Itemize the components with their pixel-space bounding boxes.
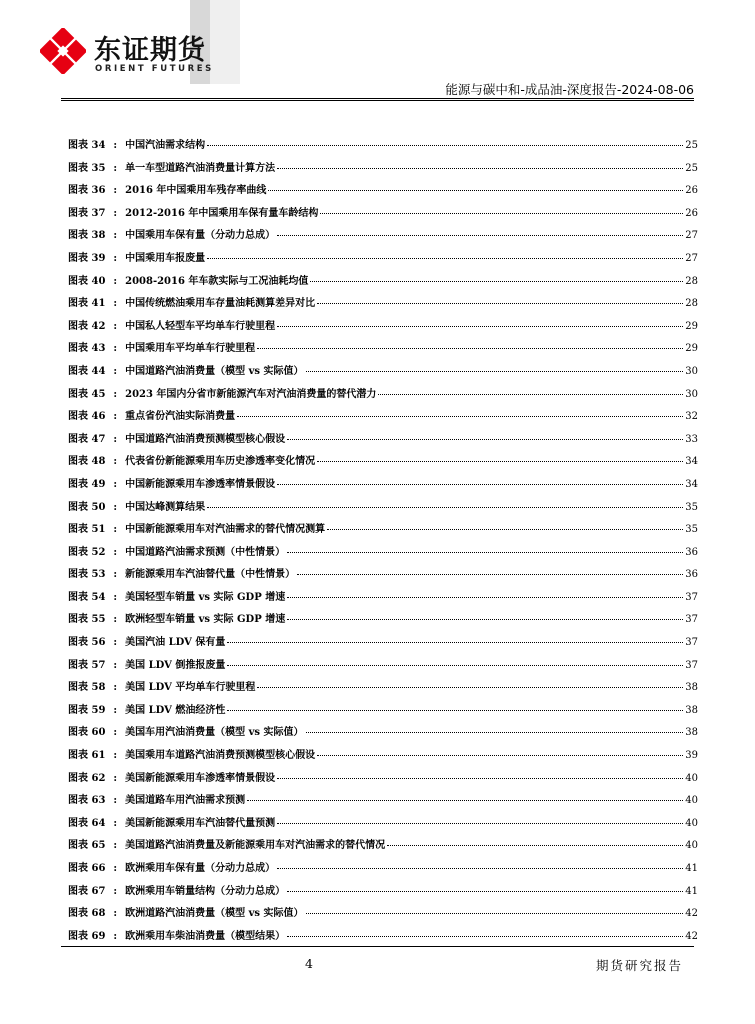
toc-entry-page: 38 <box>685 682 698 694</box>
toc-entry-separator: : <box>113 230 118 242</box>
toc-entry-leader <box>297 574 683 575</box>
toc-entry[interactable] <box>68 204 698 227</box>
toc-entry-page: 28 <box>685 275 698 287</box>
toc-entry-title: 美国汽油 LDV 保有量 <box>125 637 226 649</box>
toc-entry-label: 图表 57 <box>68 659 106 671</box>
toc-entry-leader <box>287 439 683 440</box>
toc-entry-leader <box>257 687 683 688</box>
toc-entry-page: 38 <box>685 704 698 716</box>
toc-entry-label: 图表 55 <box>68 614 106 626</box>
toc-entry-separator: : <box>113 772 118 784</box>
toc-entry-title: 欧洲乘用车销量结构（分动力总成） <box>125 885 286 897</box>
toc-entry-separator: : <box>113 320 118 332</box>
toc-entry[interactable] <box>68 430 698 453</box>
toc-entry-title: 中国道路汽油需求预测（中性情景） <box>125 546 286 558</box>
toc-entry-title: 2023 年国内分省市新能源汽车对汽油消费量的替代潜力 <box>125 388 377 400</box>
toc-entry[interactable] <box>68 904 698 927</box>
toc-entry-separator: : <box>113 411 118 423</box>
toc-entry[interactable] <box>68 656 698 679</box>
toc-entry-title: 中国乘用车保有量（分动力总成） <box>125 230 276 242</box>
toc-entry-leader <box>287 891 683 892</box>
toc-entry-page: 37 <box>685 659 698 671</box>
toc-entry[interactable] <box>68 498 698 521</box>
toc-entry[interactable] <box>68 294 698 317</box>
toc-entry[interactable] <box>68 543 698 566</box>
toc-entry-page: 30 <box>685 365 698 377</box>
toc-entry-page: 42 <box>685 908 698 920</box>
toc-entry-page: 41 <box>685 863 698 874</box>
toc-entry-page: 27 <box>685 230 698 242</box>
toc-entry[interactable] <box>68 565 698 588</box>
toc-entry[interactable] <box>68 159 698 182</box>
toc-entry-title: 单一车型道路汽油消费量计算方法 <box>125 162 276 174</box>
toc-entry-page: 26 <box>685 185 698 197</box>
company-logo <box>40 24 220 80</box>
toc-entry-title: 中国新能源乘用车对汽油需求的替代情况测算 <box>125 524 326 536</box>
toc-entry-leader <box>287 619 683 620</box>
toc-entry-page: 29 <box>685 320 698 332</box>
toc-entry-leader <box>287 552 683 553</box>
toc-entry-title: 中国乘用车平均单车行驶里程 <box>125 343 256 355</box>
toc-entry-leader <box>277 778 683 779</box>
toc-entry-leader <box>317 461 683 462</box>
toc-entry-leader <box>207 258 683 259</box>
toc-entry-label: 图表 42 <box>68 320 106 332</box>
toc-entry-leader <box>306 913 684 914</box>
toc-entry-title: 中国乘用车报废量 <box>125 252 206 264</box>
toc-entry-label: 图表 58 <box>68 682 106 694</box>
toc-entry[interactable] <box>68 859 698 882</box>
toc-entry-page: 34 <box>685 456 698 468</box>
toc-entry-leader <box>227 710 683 711</box>
toc-entry-leader <box>277 326 683 327</box>
toc-entry-label: 图表 34 <box>68 140 106 151</box>
footer-report-label: 期货研究报告 <box>595 958 683 973</box>
toc-entry-page: 25 <box>685 140 698 151</box>
toc-entry[interactable] <box>68 588 698 611</box>
toc-entry[interactable] <box>68 701 698 724</box>
toc-entry-label: 图表 43 <box>68 343 106 355</box>
toc-entry-separator: : <box>113 704 118 716</box>
toc-entry-separator: : <box>113 433 118 445</box>
toc-entry-separator: : <box>113 140 118 151</box>
toc-entry-separator: : <box>113 162 118 174</box>
toc-entry-label: 图表 59 <box>68 704 106 716</box>
toc-entry-title: 中国道路汽油消费量（模型 vs 实际值） <box>125 365 304 377</box>
toc-entry[interactable] <box>68 317 698 340</box>
toc-entry-page: 29 <box>685 343 698 355</box>
report-header-title: 能源与碳中和-成品油-深度报告-2024-08-06 <box>445 82 694 97</box>
toc-entry-page: 40 <box>685 772 698 784</box>
toc-entry-label: 图表 38 <box>68 230 106 242</box>
toc-entry-label: 图表 53 <box>68 569 106 581</box>
toc-entry-separator: : <box>113 817 118 829</box>
toc-entry[interactable] <box>68 136 698 159</box>
toc-entry[interactable] <box>68 836 698 859</box>
toc-entry-separator: : <box>113 863 118 874</box>
toc-entry-label: 图表 44 <box>68 365 106 377</box>
toc-entry[interactable] <box>68 814 698 837</box>
toc-entry-title: 中国道路汽油消费预测模型核心假设 <box>125 433 286 445</box>
toc-entry-separator: : <box>113 591 118 603</box>
toc-entry-label: 图表 39 <box>68 252 106 264</box>
toc-entry-leader <box>257 348 683 349</box>
toc-entry-page: 40 <box>685 817 698 829</box>
toc-entry-leader <box>247 800 683 801</box>
toc-entry[interactable] <box>68 678 698 701</box>
toc-entry-leader <box>287 936 683 937</box>
toc-entry-separator: : <box>113 750 118 762</box>
toc-entry-separator: : <box>113 930 118 942</box>
toc-entry-label: 图表 54 <box>68 591 106 603</box>
toc-entry-page: 42 <box>685 930 698 942</box>
toc-entry-leader <box>277 484 683 485</box>
toc-entry[interactable] <box>68 272 698 295</box>
toc-entry-leader <box>227 642 683 643</box>
toc-entry-title: 中国传统燃油乘用车存量油耗测算差异对比 <box>125 298 316 310</box>
toc-entry-leader <box>227 665 683 666</box>
toc-entry[interactable] <box>68 452 698 475</box>
toc-entry-separator: : <box>113 478 118 490</box>
toc-entry-title: 2012-2016 年中国乘用车保有量车龄结构 <box>125 207 319 219</box>
toc-entry-page: 33 <box>685 433 698 445</box>
figure-list <box>68 136 698 949</box>
toc-entry-label: 图表 56 <box>68 637 106 649</box>
toc-entry-separator: : <box>113 614 118 626</box>
toc-entry-title: 2016 年中国乘用车残存率曲线 <box>125 185 267 197</box>
toc-entry[interactable] <box>68 791 698 814</box>
toc-entry[interactable] <box>68 610 698 633</box>
toc-entry-title: 美国 LDV 燃油经济性 <box>125 704 226 716</box>
toc-entry-label: 图表 52 <box>68 546 106 558</box>
toc-entry-title: 中国新能源乘用车渗透率情景假设 <box>125 478 276 490</box>
toc-entry[interactable] <box>68 882 698 905</box>
toc-entry-title: 美国车用汽油消费量（模型 vs 实际值） <box>125 727 304 739</box>
toc-entry-page: 35 <box>685 524 698 536</box>
toc-entry-leader <box>277 235 683 236</box>
toc-entry-label: 图表 62 <box>68 772 106 784</box>
toc-entry-page: 37 <box>685 591 698 603</box>
toc-entry-title: 美国 LDV 倒推报废量 <box>125 659 226 671</box>
toc-entry-separator: : <box>113 569 118 581</box>
toc-entry-leader <box>277 823 683 824</box>
toc-entry-page: 41 <box>685 885 698 897</box>
toc-entry[interactable] <box>68 723 698 746</box>
toc-entry-separator: : <box>113 456 118 468</box>
toc-entry-separator: : <box>113 546 118 558</box>
toc-entry-leader <box>306 732 684 733</box>
toc-entry-title: 中国汽油需求结构 <box>125 140 206 151</box>
toc-entry-label: 图表 67 <box>68 885 106 897</box>
toc-entry-leader <box>277 868 683 869</box>
toc-entry-separator: : <box>113 275 118 287</box>
toc-entry-page: 25 <box>685 162 698 174</box>
toc-entry[interactable] <box>68 769 698 792</box>
toc-entry-label: 图表 60 <box>68 727 106 739</box>
toc-entry[interactable] <box>68 746 698 769</box>
toc-entry-separator: : <box>113 659 118 671</box>
toc-entry-separator: : <box>113 885 118 897</box>
toc-entry[interactable] <box>68 249 698 272</box>
toc-entry-page: 28 <box>685 298 698 310</box>
toc-entry-label: 图表 64 <box>68 817 106 829</box>
toc-entry-leader <box>317 303 683 304</box>
toc-entry-title: 欧洲乘用车柴油消费量（模型结果） <box>125 930 286 942</box>
toc-entry-page: 40 <box>685 840 698 852</box>
toc-entry-label: 图表 41 <box>68 298 106 310</box>
toc-entry-separator: : <box>113 185 118 197</box>
toc-entry[interactable] <box>68 226 698 249</box>
toc-entry-separator: : <box>113 501 118 513</box>
toc-entry-title: 美国 LDV 平均单车行驶里程 <box>125 682 256 694</box>
toc-entry-title: 美国新能源乘用车汽油替代量预测 <box>125 817 276 829</box>
toc-entry-label: 图表 48 <box>68 456 106 468</box>
toc-entry-separator: : <box>113 365 118 377</box>
toc-entry-label: 图表 65 <box>68 840 106 852</box>
toc-entry-title: 新能源乘用车汽油替代量（中性情景） <box>125 569 296 581</box>
toc-entry-label: 图表 45 <box>68 388 106 400</box>
toc-entry-label: 图表 36 <box>68 185 106 197</box>
toc-entry-separator: : <box>113 207 118 219</box>
header-divider <box>61 98 694 101</box>
toc-entry-separator: : <box>113 252 118 264</box>
toc-entry-title: 欧洲轻型车销量 vs 实际 GDP 增速 <box>125 614 286 626</box>
toc-entry-page: 34 <box>685 478 698 490</box>
footer-page-number: 4 <box>305 956 313 971</box>
toc-entry-title: 重点省份汽油实际消费量 <box>125 411 236 423</box>
toc-entry[interactable] <box>68 520 698 543</box>
toc-entry-leader <box>287 597 683 598</box>
toc-entry-page: 26 <box>685 207 698 219</box>
toc-entry[interactable] <box>68 407 698 430</box>
toc-entry-title: 2008-2016 年车款实际与工况油耗均值 <box>125 275 309 287</box>
logo-name-en: ORIENT FUTURES <box>95 64 214 74</box>
toc-entry-separator: : <box>113 682 118 694</box>
toc-entry-page: 27 <box>685 252 698 264</box>
toc-entry-leader <box>268 190 683 191</box>
toc-entry-page: 32 <box>685 411 698 423</box>
toc-entry-separator: : <box>113 343 118 355</box>
toc-entry-separator: : <box>113 795 118 807</box>
toc-entry-title: 美国道路车用汽油需求预测 <box>125 795 246 807</box>
toc-entry-label: 图表 49 <box>68 478 106 490</box>
toc-entry-separator: : <box>113 908 118 920</box>
toc-entry[interactable] <box>68 385 698 408</box>
toc-entry-title: 美国新能源乘用车渗透率情景假设 <box>125 772 276 784</box>
toc-entry-page: 38 <box>685 727 698 739</box>
logo-mark-icon <box>40 28 86 74</box>
toc-entry[interactable] <box>68 339 698 362</box>
toc-entry-label: 图表 46 <box>68 411 106 423</box>
toc-entry-separator: : <box>113 524 118 536</box>
toc-entry-label: 图表 40 <box>68 275 106 287</box>
toc-entry-leader <box>320 213 683 214</box>
toc-entry-label: 图表 35 <box>68 162 106 174</box>
toc-entry-leader <box>387 845 683 846</box>
toc-entry-label: 图表 50 <box>68 501 106 513</box>
toc-entry-leader <box>317 755 683 756</box>
toc-entry[interactable] <box>68 633 698 656</box>
toc-entry-leader <box>327 529 683 530</box>
toc-entry-label: 图表 63 <box>68 795 106 807</box>
toc-entry-title: 中国私人轻型车平均单车行驶里程 <box>125 320 276 332</box>
toc-entry-leader <box>306 371 684 372</box>
toc-entry-separator: : <box>113 637 118 649</box>
toc-entry-title: 美国乘用车道路汽油消费预测模型核心假设 <box>125 750 316 762</box>
toc-entry-leader <box>378 394 683 395</box>
toc-entry-separator: : <box>113 840 118 852</box>
toc-entry-label: 图表 69 <box>68 930 106 942</box>
toc-entry-page: 36 <box>685 569 698 581</box>
toc-entry-leader <box>207 145 683 146</box>
toc-entry-separator: : <box>113 298 118 310</box>
toc-entry-title: 欧洲道路汽油消费量（模型 vs 实际值） <box>125 908 304 920</box>
toc-entry-label: 图表 66 <box>68 863 106 874</box>
toc-entry-title: 中国达峰测算结果 <box>125 501 206 513</box>
toc-entry-title: 欧洲乘用车保有量（分动力总成） <box>125 863 276 874</box>
toc-entry-page: 37 <box>685 614 698 626</box>
toc-entry-leader <box>207 507 683 508</box>
toc-entry-label: 图表 37 <box>68 207 106 219</box>
toc-entry-title: 代表省份新能源乘用车历史渗透率变化情况 <box>125 456 316 468</box>
toc-entry-label: 图表 47 <box>68 433 106 445</box>
toc-entry-page: 37 <box>685 637 698 649</box>
toc-entry-separator: : <box>113 388 118 400</box>
toc-entry-page: 35 <box>685 501 698 513</box>
footer-divider <box>61 946 694 947</box>
toc-entry-page: 40 <box>685 795 698 807</box>
logo-name-cn: 东证期货 <box>94 35 206 66</box>
toc-entry-page: 36 <box>685 546 698 558</box>
toc-entry[interactable] <box>68 475 698 498</box>
toc-entry-title: 美国道路汽油消费量及新能源乘用车对汽油需求的替代情况 <box>125 840 386 852</box>
toc-entry-label: 图表 51 <box>68 524 106 536</box>
toc-entry-leader <box>310 281 683 282</box>
toc-entry[interactable] <box>68 362 698 385</box>
toc-entry-leader <box>277 168 683 169</box>
toc-entry-label: 图表 68 <box>68 908 106 920</box>
toc-entry-page: 39 <box>685 750 698 762</box>
toc-entry-leader <box>237 416 683 417</box>
toc-entry-title: 美国轻型车销量 vs 实际 GDP 增速 <box>125 591 286 603</box>
toc-entry[interactable] <box>68 181 698 204</box>
toc-entry-page: 30 <box>685 388 698 400</box>
toc-entry-label: 图表 61 <box>68 750 106 762</box>
toc-entry-separator: : <box>113 727 118 739</box>
